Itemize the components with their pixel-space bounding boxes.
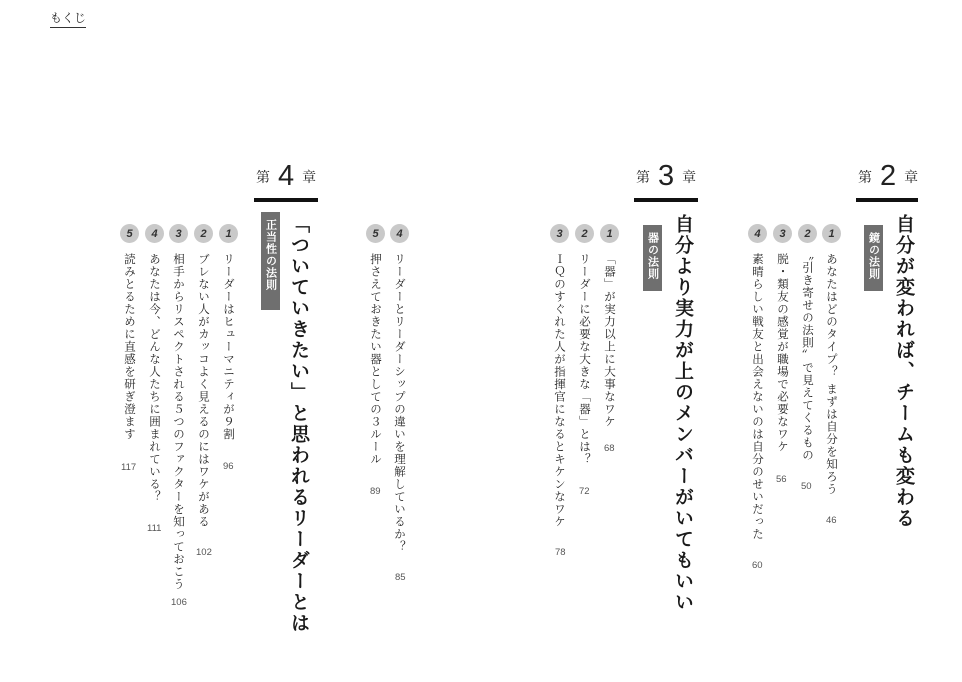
toc-item-link[interactable]: リーダーとリーダーシップの違いを理解しているか？ <box>393 253 407 553</box>
page-number: 102 <box>196 547 212 558</box>
chapter-rule <box>856 198 918 202</box>
toc-item-link[interactable]: ＩＱのすぐれた人が指揮官になるとキケンなワケ <box>553 253 567 528</box>
law-badge: 鏡の法則 <box>864 225 883 291</box>
toc-item-link[interactable]: あなたは今、どんな人たちに囲まれている？ <box>148 253 162 503</box>
law-badge: 正当性の法則 <box>261 212 280 310</box>
toc-item-link[interactable]: 脱・類友の感覚が職場で必要なワケ <box>776 253 790 453</box>
toc-item-link[interactable]: 押さえておきたい器としての３ルール <box>369 253 383 466</box>
chapter-number: 2 <box>880 160 897 192</box>
chapter-suffix: 章 <box>904 170 919 186</box>
item-number: 3 <box>773 224 792 243</box>
item-number: 1 <box>822 224 841 243</box>
item-number: 4 <box>145 224 164 243</box>
chapter-suffix: 章 <box>682 170 697 186</box>
toc-header: もくじ <box>50 11 86 28</box>
chapter-heading <box>858 162 918 190</box>
toc-item-link[interactable]: リーダーはヒューマニティが９割 <box>222 253 236 441</box>
chapter-prefix: 第 <box>858 170 872 186</box>
chapter-prefix: 第 <box>256 170 270 186</box>
toc-item-link[interactable]: 相手からリスペクトされる５つのファクターを知っておこう <box>172 253 186 591</box>
toc-item-link[interactable]: リーダーに必要な大きな「器」とは？ <box>578 253 592 466</box>
page-number: 78 <box>555 547 566 558</box>
chapter-number: 3 <box>658 160 675 192</box>
page-number: 111 <box>147 523 162 534</box>
chapter-title[interactable]: 自分が変われば、チームも変わる <box>893 214 915 529</box>
chapter-title[interactable]: 「ついていきたい」と思われるリーダーとは <box>288 214 310 634</box>
toc-item-link[interactable]: 〝引き寄せの法則〟で見えてくるもの <box>801 249 815 462</box>
item-number: 5 <box>120 224 139 243</box>
item-number: 3 <box>169 224 188 243</box>
toc-item-link[interactable]: 読みとるために直感を研ぎ澄ます <box>123 253 137 441</box>
item-number: 1 <box>600 224 619 243</box>
page-number: 46 <box>826 515 837 526</box>
toc-item-link[interactable]: 素晴らしい戦友と出会えないのは自分のせいだった <box>751 253 765 541</box>
chapter-heading <box>256 162 316 190</box>
toc-item-link[interactable]: ブレない人がカッコよく見えるのにはワケがある <box>197 253 211 528</box>
item-number: 4 <box>748 224 767 243</box>
item-number: 4 <box>390 224 409 243</box>
chapter-number: 4 <box>278 160 295 192</box>
toc-item-link[interactable]: あなたはどのタイプ？ まずは自分を知ろう <box>825 253 839 496</box>
page-number: 56 <box>776 474 787 485</box>
item-number: 5 <box>366 224 385 243</box>
item-number: 2 <box>575 224 594 243</box>
page-number: 96 <box>223 461 234 472</box>
chapter-suffix: 章 <box>302 170 317 186</box>
page-number: 68 <box>604 443 615 454</box>
item-number: 2 <box>194 224 213 243</box>
page-number: 106 <box>171 597 187 608</box>
item-number: 1 <box>219 224 238 243</box>
page-number: 85 <box>395 572 406 583</box>
chapter-rule <box>254 198 318 202</box>
chapter-heading <box>636 162 696 190</box>
chapter-title[interactable]: 自分より実力が上のメンバーがいてもいい <box>672 214 694 613</box>
chapter-rule <box>634 198 698 202</box>
page-number: 50 <box>801 481 812 492</box>
law-badge: 器の法則 <box>643 225 662 291</box>
item-number: 2 <box>798 224 817 243</box>
page-number: 117 <box>121 462 137 473</box>
toc-item-link[interactable]: 「器」が実力以上に大事なワケ <box>603 253 617 428</box>
page-number: 60 <box>752 560 763 571</box>
item-number: 3 <box>550 224 569 243</box>
page-number: 89 <box>370 486 381 497</box>
chapter-prefix: 第 <box>636 170 650 186</box>
page-number: 72 <box>579 486 590 497</box>
